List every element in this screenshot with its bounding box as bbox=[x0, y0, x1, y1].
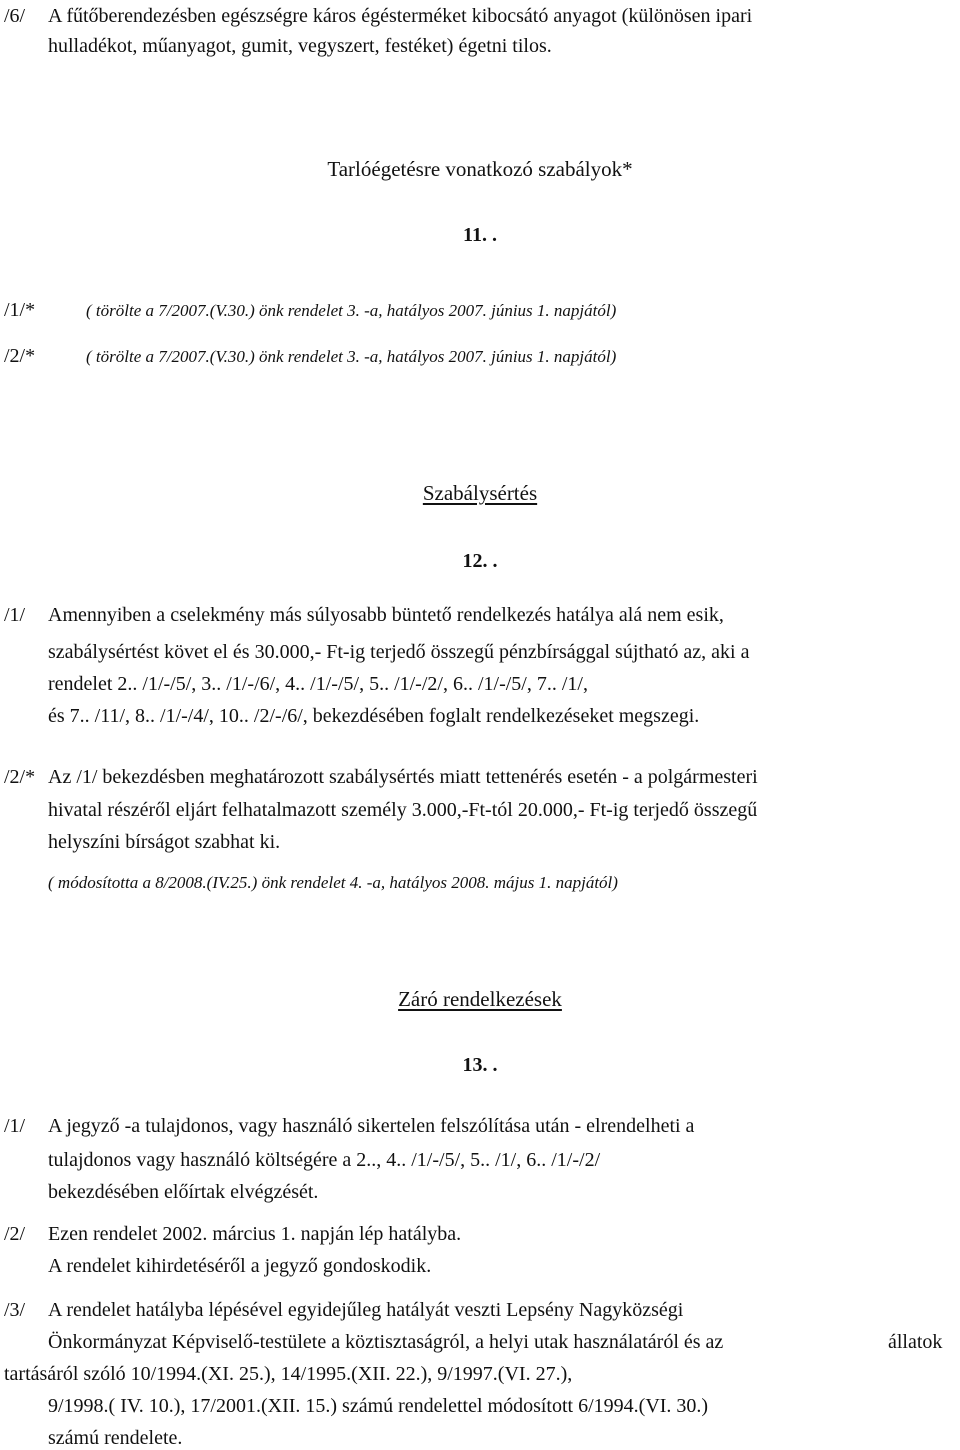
szabalysertes-p2-note: ( módosította a 8/2008.(IV.25.) önk rendelet 4. -a, hatályos 2008. május 1. napjától) bbox=[48, 873, 618, 892]
zaro-p1-line-3: bekezdésében előírtak elvégzését. bbox=[48, 1181, 319, 1203]
zaro-p3-label: /3/ bbox=[4, 1299, 26, 1321]
zaro-p2-label: /2/ bbox=[4, 1223, 26, 1245]
szabalysertes-p1-line-3: rendelet 2.. /1/-/5/, 3.. /1/-/6/, 4.. /1/-/5/, 5.. /1/-/2/, 6.. /1/-/5/, 7.. /1/, bbox=[48, 673, 588, 695]
zaro-p3-line-5: számú rendelete. bbox=[48, 1427, 183, 1449]
szabalysertes-p2-label: /2/* bbox=[4, 766, 36, 788]
zaro-p3-line-4: 9/1998.( IV. 10.), 17/2001.(XII. 15.) számú rendelettel módosított 6/1994.(VI. 30.) bbox=[48, 1395, 709, 1417]
zaro-p2-line-2: A rendelet kihirdetéséről a jegyző gondoskodik. bbox=[48, 1255, 432, 1277]
szabalysertes-title: Szabálysértés bbox=[422, 481, 538, 505]
tarlo-p2-label: /2/* bbox=[4, 345, 36, 367]
szabalysertes-section-number: 12. . bbox=[462, 550, 498, 572]
szabalysertes-p1-label: /1/ bbox=[4, 604, 26, 626]
tarlo-p1-label: /1/* bbox=[4, 299, 36, 321]
szabalysertes-p2-line-1: Az /1/ bekezdésben meghatározott szabálysértés miatt tettenérés esetén - a polgármesteri bbox=[48, 766, 758, 788]
paragraph-6-label: /6/ bbox=[4, 5, 26, 27]
zaro-section-number: 13. . bbox=[462, 1054, 498, 1076]
szabalysertes-p1-line-1: Amennyiben a cselekmény más súlyosabb büntető rendelkezés hatálya alá nem esik, bbox=[48, 604, 724, 626]
zaro-p1-line-2: tulajdonos vagy használó költségére a 2.., 4.. /1/-/5/, 5.. /1/, 6.. /1/-/2/ bbox=[48, 1149, 601, 1171]
zaro-p3-line-2: Önkormányzat Képviselő-testülete a köztisztaságról, a helyi utak használatáról és az bbox=[48, 1331, 724, 1353]
szabalysertes-p2-line-3: helyszíni bírságot szabhat ki. bbox=[48, 831, 281, 853]
szabalysertes-p1-line-2: szabálysértést követ el és 30.000,- Ft-ig terjedő összegű pénzbírsággal sújtható az, aki a bbox=[48, 641, 750, 663]
zaro-p3-line-3: tartásáról szóló 10/1994.(XI. 25.), 14/1995.(XII. 22.), 9/1997.(VI. 27.), bbox=[4, 1363, 573, 1385]
tarlo-p2-note: ( törölte a 7/2007.(V.30.) önk rendelet 3. -a, hatályos 2007. június 1. napjától) bbox=[86, 347, 617, 366]
szabalysertes-p1-line-4: és 7.. /11/, 8.. /1/-/4/, 10.. /2/-/6/, bekezdésében foglalt rendelkezéseket megszegi. bbox=[48, 705, 700, 727]
paragraph-6-line-2: hulladékot, műanyagot, gumit, vegyszert, festéket) égetni tilos. bbox=[48, 35, 552, 57]
zaro-p2-line-1: Ezen rendelet 2002. március 1. napján lép hatályba. bbox=[48, 1223, 462, 1245]
zaro-p1-line-1: A jegyző -a tulajdonos, vagy használó sikertelen felszólítása után - elrendelheti a bbox=[48, 1115, 695, 1137]
paragraph-6-line-1: A fűtőberendezésben egészségre káros égésterméket kibocsátó anyagot (különösen ipari bbox=[48, 5, 753, 27]
zaro-p3-line-1: A rendelet hatályba lépésével egyidejűleg hatályát veszti Lepsény Nagyközségi bbox=[48, 1299, 684, 1321]
szabalysertes-p2-line-2: hivatal részéről eljárt felhatalmazott személy 3.000,-Ft-tól 20.000,- Ft-ig terjedő összegű bbox=[48, 799, 758, 821]
tarlo-section-title: Tarlóégetésre vonatkozó szabályok* bbox=[327, 157, 633, 181]
zaro-title: Záró rendelkezések bbox=[398, 987, 562, 1011]
tarlo-section-number: 11. . bbox=[463, 224, 497, 246]
tarlo-p1-note: ( törölte a 7/2007.(V.30.) önk rendelet 3. -a, hatályos 2007. június 1. napjától) bbox=[86, 301, 617, 320]
zaro-p3-line-2-tail: állatok bbox=[888, 1331, 943, 1353]
zaro-p1-label: /1/ bbox=[4, 1115, 26, 1137]
